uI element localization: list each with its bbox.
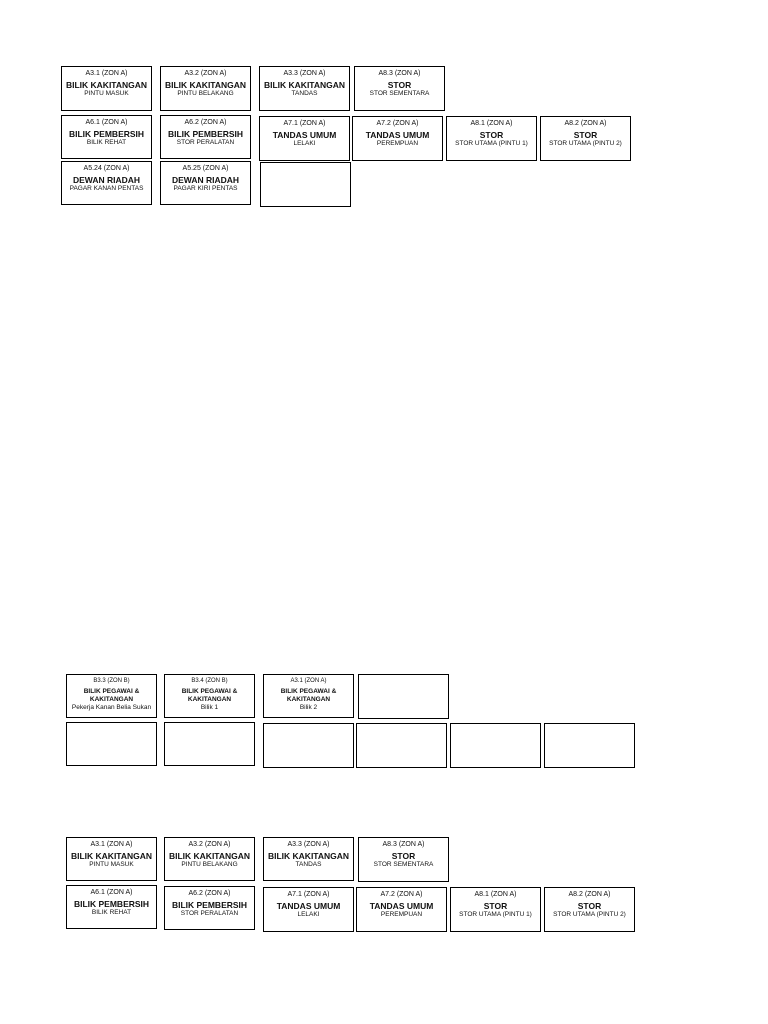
room-title: STOR — [483, 901, 508, 911]
room-title: DEWAN RIADAH — [72, 175, 141, 185]
room-code: A3.3 (ZON A) — [287, 841, 330, 848]
room-code: A8.2 (ZON A) — [568, 891, 611, 898]
room-title: BILIK KAKITANGAN — [164, 80, 247, 90]
room-label — [450, 887, 541, 932]
room-label — [356, 887, 447, 932]
room-title: BILIK PEGAWAI & KAKITANGAN — [280, 688, 337, 703]
blank-label — [263, 723, 354, 768]
room-code: A3.3 (ZON A) — [283, 70, 326, 77]
room-label — [66, 674, 157, 718]
room-label — [160, 115, 251, 159]
room-subtitle: Pekerja Kanan Belia Sukan — [71, 704, 152, 711]
room-subtitle: STOR SEMENTARA — [373, 861, 434, 868]
room-subtitle: LELAKI — [293, 140, 316, 147]
room-subtitle: PINTU BELAKANG — [177, 90, 234, 97]
room-subtitle: PAGAR KANAN PENTAS — [69, 185, 144, 192]
blank-label — [544, 723, 635, 768]
room-code: A5.25 (ZON A) — [182, 165, 229, 172]
room-label — [544, 887, 635, 932]
room-label — [259, 116, 350, 161]
room-code: B3.4 (ZON B) — [191, 678, 228, 684]
room-code: A3.2 (ZON A) — [188, 841, 231, 848]
room-subtitle: LELAKI — [297, 911, 320, 918]
room-label — [160, 66, 251, 111]
room-label — [164, 674, 255, 718]
room-title: BILIK PEMBERSIH — [171, 900, 248, 910]
room-title: BILIK KAKITANGAN — [65, 80, 148, 90]
room-label — [61, 115, 152, 159]
room-subtitle: PINTU BELAKANG — [181, 861, 238, 868]
room-label — [61, 66, 152, 111]
room-code: A7.2 (ZON A) — [376, 120, 419, 127]
room-code: A6.2 (ZON A) — [188, 890, 231, 897]
room-title: TANDAS UMUM — [276, 901, 341, 911]
room-label — [66, 837, 157, 881]
room-code: B3.3 (ZON B) — [93, 678, 130, 684]
room-label — [61, 161, 152, 205]
room-label — [358, 837, 449, 882]
room-subtitle: TANDAS — [291, 90, 318, 97]
room-title: STOR — [391, 851, 416, 861]
room-code: A3.1 (ZON A) — [90, 841, 133, 848]
room-title: BILIK KAKITANGAN — [70, 851, 153, 861]
room-code: A5.24 (ZON A) — [83, 165, 130, 172]
room-title: BILIK PEMBERSIH — [167, 129, 244, 139]
room-title: STOR — [577, 901, 602, 911]
room-code: A6.1 (ZON A) — [90, 889, 133, 896]
room-subtitle: PEREMPUAN — [376, 140, 419, 147]
room-subtitle: PINTU MASUK — [89, 861, 134, 868]
room-label — [263, 887, 354, 932]
room-code: A3.1 (ZON A) — [85, 70, 128, 77]
room-title: BILIK PEMBERSIH — [68, 129, 145, 139]
room-subtitle: TANDAS — [295, 861, 322, 868]
blank-label — [260, 162, 351, 207]
room-code: A7.2 (ZON A) — [380, 891, 423, 898]
room-code: A7.1 (ZON A) — [283, 120, 326, 127]
room-code: A8.1 (ZON A) — [474, 891, 517, 898]
room-subtitle: Bilik 1 — [200, 704, 219, 711]
room-subtitle: PEREMPUAN — [380, 911, 423, 918]
room-title: BILIK PEMBERSIH — [73, 899, 150, 909]
room-subtitle: STOR UTAMA (PINTU 2) — [553, 911, 626, 918]
room-label — [263, 837, 354, 881]
room-label — [66, 885, 157, 929]
blank-label — [164, 722, 255, 766]
room-title: BILIK KAKITANGAN — [267, 851, 350, 861]
blank-label — [358, 674, 449, 719]
room-title: BILIK PEGAWAI & KAKITANGAN — [181, 688, 238, 703]
room-label — [263, 674, 354, 718]
room-title: STOR — [479, 130, 504, 140]
room-code: A3.1 (ZON A) — [290, 678, 327, 684]
room-subtitle: STOR PERALATAN — [176, 139, 235, 146]
room-title: BILIK KAKITANGAN — [168, 851, 251, 861]
room-subtitle: STOR UTAMA (PINTU 2) — [549, 140, 622, 147]
room-code: A7.1 (ZON A) — [287, 891, 330, 898]
room-label — [164, 837, 255, 881]
room-code: A6.2 (ZON A) — [184, 119, 227, 126]
room-code: A8.2 (ZON A) — [564, 120, 607, 127]
room-label — [446, 116, 537, 161]
room-title: TANDAS UMUM — [369, 901, 434, 911]
room-subtitle: BILIK REHAT — [91, 909, 132, 916]
room-subtitle: STOR SEMENTARA — [369, 90, 430, 97]
room-code: A3.2 (ZON A) — [184, 70, 227, 77]
room-subtitle: PINTU MASUK — [84, 90, 129, 97]
room-label — [160, 161, 251, 205]
room-title: TANDAS UMUM — [272, 130, 337, 140]
room-code: A8.3 (ZON A) — [382, 841, 425, 848]
room-title: BILIK PEGAWAI & KAKITANGAN — [83, 688, 140, 703]
room-subtitle: STOR UTAMA (PINTU 1) — [455, 140, 528, 147]
blank-label — [66, 722, 157, 766]
blank-label — [356, 723, 447, 768]
room-label — [354, 66, 445, 111]
room-title: STOR — [573, 130, 598, 140]
room-title: TANDAS UMUM — [365, 130, 430, 140]
room-subtitle: Bilik 2 — [299, 704, 318, 711]
room-label — [540, 116, 631, 161]
room-label — [164, 886, 255, 930]
room-label — [259, 66, 350, 111]
room-label — [352, 116, 443, 161]
room-title: BILIK KAKITANGAN — [263, 80, 346, 90]
room-subtitle: BILIK REHAT — [86, 139, 127, 146]
room-title: DEWAN RIADAH — [171, 175, 240, 185]
room-title: STOR — [387, 80, 412, 90]
room-subtitle: STOR PERALATAN — [180, 910, 239, 917]
room-code: A8.3 (ZON A) — [378, 70, 421, 77]
room-subtitle: STOR UTAMA (PINTU 1) — [459, 911, 532, 918]
room-code: A8.1 (ZON A) — [470, 120, 513, 127]
room-code: A6.1 (ZON A) — [85, 119, 128, 126]
room-subtitle: PAGAR KIRI PENTAS — [173, 185, 238, 192]
blank-label — [450, 723, 541, 768]
